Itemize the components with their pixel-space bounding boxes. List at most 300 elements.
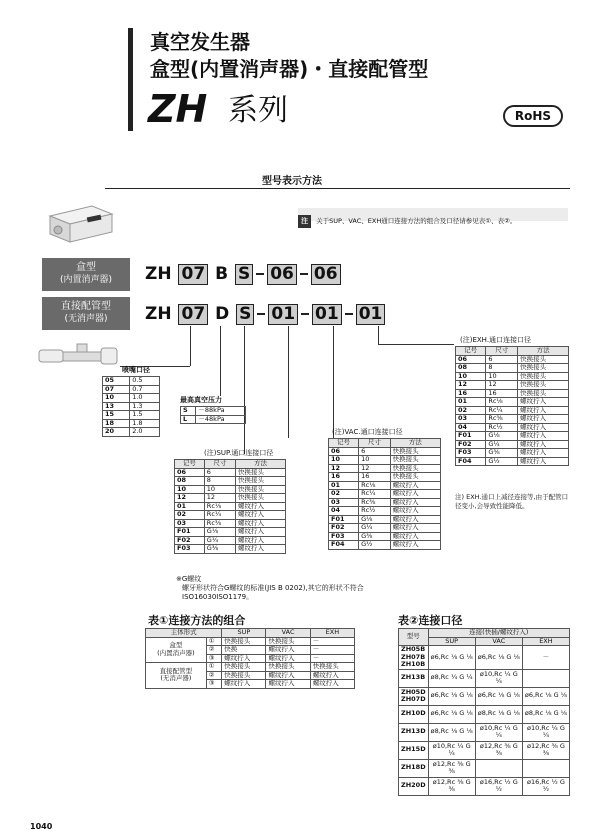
t1-cell: － xyxy=(310,646,354,655)
t2-model: ZH05D ZH07D xyxy=(399,687,429,705)
vac-header: 记号 xyxy=(329,439,359,448)
sup-row xyxy=(175,528,286,537)
exh-row xyxy=(456,381,569,390)
t2-vac: ø10,Rc ¼ G ¼ xyxy=(475,723,522,741)
vac-cell: F02 xyxy=(329,524,359,533)
title-accent-bar xyxy=(128,28,133,131)
vac-row xyxy=(329,532,441,541)
t2-vac: ø16,Rc ½ G ½ xyxy=(475,777,522,795)
pressure-cell: －48kPa xyxy=(196,415,246,424)
sup-header: 方法 xyxy=(236,460,286,469)
code-nozzle: 07 xyxy=(178,264,208,285)
t1-cell: 螺纹拧入 xyxy=(266,671,310,680)
type-direct-label: 直接配管型 xyxy=(61,301,111,312)
vac-cell: 螺纹拧入 xyxy=(390,515,440,524)
sup-header: 尺寸 xyxy=(204,460,235,469)
sup-cell: 03 xyxy=(175,519,205,528)
exh-header: 方法 xyxy=(518,347,569,356)
vac-cell: 10 xyxy=(329,456,359,465)
t2-exh: ø8,Rc ⅛ G ⅛ xyxy=(522,705,569,723)
exh-cell: 螺纹拧入 xyxy=(518,457,569,466)
t2-vac: ø10,Rc ¼ G ¼ xyxy=(475,669,522,687)
vac-header: 方法 xyxy=(390,439,440,448)
sup-cell: 10 xyxy=(204,485,235,494)
exh-cell: 06 xyxy=(456,355,486,364)
section-title: 型号表示方法 xyxy=(262,176,322,187)
type-box-box xyxy=(42,258,130,291)
table2-title: 表②连接口径 xyxy=(398,614,463,627)
sup-cell: G¼ xyxy=(204,536,235,545)
g-note-l2: 螺牙形状符合G螺纹的标准(JIS B 0202),其它的形状不符合 xyxy=(182,584,364,592)
t2-exh xyxy=(522,759,569,777)
nozzle-cell: 10 xyxy=(103,394,130,403)
vac-cell: 螺纹拧入 xyxy=(390,507,440,516)
t1-cell: － xyxy=(310,637,354,646)
t2-model: ZH13D xyxy=(399,723,429,741)
t2-exh: ø6,Rc ⅛ G ⅛ xyxy=(522,687,569,705)
type-box-label: 盒型 xyxy=(76,262,96,273)
t1-cell: ③ xyxy=(206,680,221,689)
exh-cell: 快换接头 xyxy=(518,372,569,381)
exh-note: 注) EXH.通口上减径连接等,由于配管口径变小,会导致性能降低。 xyxy=(455,493,569,510)
code-exh: 01 xyxy=(312,304,342,325)
t1-cell: ① xyxy=(206,637,221,646)
vac-row xyxy=(329,541,441,550)
t1-cell: 快换接头 xyxy=(222,663,266,672)
t2-model: ZH18D xyxy=(399,759,429,777)
t1-cell: 螺纹拧入 xyxy=(222,680,266,689)
t1-group1 xyxy=(146,637,207,663)
exh-row xyxy=(456,398,569,407)
code-dash xyxy=(345,313,353,315)
exh-cell: 螺纹拧入 xyxy=(518,449,569,458)
t1-h-body: 主体形式 xyxy=(146,629,222,638)
nozzle-row xyxy=(103,377,160,386)
nozzle-title: 喷嘴口径 xyxy=(122,366,150,374)
vac-cell: F03 xyxy=(329,532,359,541)
code-vac: 01 xyxy=(268,304,298,325)
exh-row xyxy=(456,423,569,432)
sup-row xyxy=(175,485,286,494)
t1-cell: 快换接头 xyxy=(266,663,310,672)
exh-cell: Rc⅛ xyxy=(486,398,518,407)
sup-cell: F03 xyxy=(175,545,205,554)
model-code-direct xyxy=(145,303,386,325)
exh-row xyxy=(456,364,569,373)
exh-cell: 6 xyxy=(486,355,518,364)
leader-sup xyxy=(244,326,245,454)
pressure-cell: －88kPa xyxy=(196,407,246,416)
nozzle-cell: 2.0 xyxy=(130,428,160,437)
t2-sup: ø10,Rc ¼ G ¼ xyxy=(428,741,475,759)
t2-row xyxy=(399,723,570,741)
vac-cell: 快换接头 xyxy=(390,447,440,456)
section-rule xyxy=(105,188,570,189)
t1-cell: 螺纹拧入 xyxy=(310,671,354,680)
exh-cell: F01 xyxy=(456,432,486,441)
sup-cell: 06 xyxy=(175,468,205,477)
exh-cell: 快换接头 xyxy=(518,364,569,373)
sup-cell: 螺纹拧入 xyxy=(236,528,286,537)
exh-cell: 16 xyxy=(456,389,486,398)
exh-cell: 快换接头 xyxy=(518,381,569,390)
exh-row xyxy=(456,440,569,449)
nozzle-cell: 1.3 xyxy=(130,402,160,411)
vac-cell: 02 xyxy=(329,490,359,499)
exh-header-row xyxy=(456,347,569,356)
exh-cell: F02 xyxy=(456,440,486,449)
vac-cell: F04 xyxy=(329,541,359,550)
nozzle-cell: 18 xyxy=(103,419,130,428)
exh-cell: 08 xyxy=(456,364,486,373)
nozzle-cell: 0.7 xyxy=(130,385,160,394)
sup-cell: 8 xyxy=(204,477,235,486)
nozzle-cell: 0.5 xyxy=(130,377,160,386)
t1-cell: － xyxy=(310,654,354,663)
t1-group1-sub: (内置消声器) xyxy=(157,648,195,657)
vac-cell: 12 xyxy=(359,464,391,473)
sup-cell: 02 xyxy=(175,511,205,520)
code-dash xyxy=(256,273,264,275)
t2-vac: ø8,Rc ⅛ G ⅛ xyxy=(475,705,522,723)
vac-cell: 01 xyxy=(329,481,359,490)
sup-row xyxy=(175,494,286,503)
vac-row xyxy=(329,524,441,533)
title-line2: 盒型(内置消声器)・直接配管型 xyxy=(150,57,429,81)
vac-row xyxy=(329,447,441,456)
exh-row xyxy=(456,355,569,364)
exh-header: 记号 xyxy=(456,347,486,356)
product-image-direct xyxy=(35,342,120,370)
exh-cell: 10 xyxy=(486,372,518,381)
exh-cell: G⅜ xyxy=(486,449,518,458)
t2-row xyxy=(399,705,570,723)
model-code-box xyxy=(145,263,342,285)
vac-cell: Rc⅜ xyxy=(359,498,391,507)
t1-cell: ① xyxy=(206,663,221,672)
t2-vac: ø12,Rc ⅜ G ⅜ xyxy=(475,741,522,759)
vac-row xyxy=(329,490,441,499)
nozzle-row xyxy=(103,394,160,403)
t2-sup: ø6,Rc ⅛ G ⅛ xyxy=(428,646,475,670)
t1-group1-label: 盒型 xyxy=(169,641,183,650)
series-word: 系列 xyxy=(228,93,288,128)
vac-table xyxy=(328,438,441,550)
vac-cell: 06 xyxy=(329,447,359,456)
vac-cell: G⅛ xyxy=(359,515,391,524)
sup-cell: 12 xyxy=(175,494,205,503)
vac-row xyxy=(329,473,441,482)
nozzle-table xyxy=(102,376,160,437)
code-dash xyxy=(301,313,309,315)
exh-cell: 16 xyxy=(486,389,518,398)
vac-header: 尺寸 xyxy=(359,439,391,448)
sup-cell: 快换接头 xyxy=(236,485,286,494)
exh-cell: 01 xyxy=(456,398,486,407)
exh-cell: 螺纹拧入 xyxy=(518,406,569,415)
code-sup: S xyxy=(235,264,253,285)
t2-model: ZH10D xyxy=(399,705,429,723)
exh-row xyxy=(456,415,569,424)
t2-model: ZH15D xyxy=(399,741,429,759)
code-dash xyxy=(257,313,265,315)
code-exh2: 01 xyxy=(356,304,386,325)
t1-cell: 快换 xyxy=(222,646,266,655)
exh-table xyxy=(455,346,569,466)
sup-header-row xyxy=(175,460,286,469)
sup-title: (注)SUP.通口连接口径 xyxy=(204,449,274,457)
title-line1: 真空发生器 xyxy=(150,30,250,54)
vac-cell: 16 xyxy=(359,473,391,482)
vac-cell: G¼ xyxy=(359,524,391,533)
t1-group2-sub: (无消声器) xyxy=(160,674,192,683)
sup-row xyxy=(175,511,286,520)
code-sup: S xyxy=(236,304,254,325)
sup-cell: 快换接头 xyxy=(236,477,286,486)
type-direct-sub: (无消声器) xyxy=(64,314,108,324)
exh-cell: 螺纹拧入 xyxy=(518,423,569,432)
t2-sup: ø12,Rc ⅜ G ⅜ xyxy=(428,759,475,777)
nozzle-cell: 20 xyxy=(103,428,130,437)
t2-row xyxy=(399,741,570,759)
leader-exh-h xyxy=(378,344,454,345)
sup-cell: G⅜ xyxy=(204,545,235,554)
t2-exh: ø16,Rc ½ G ½ xyxy=(522,777,569,795)
vac-cell: 快换接头 xyxy=(390,456,440,465)
vac-cell: 螺纹拧入 xyxy=(390,481,440,490)
sup-row xyxy=(175,468,286,477)
sup-row xyxy=(175,536,286,545)
rohs-badge: RoHS xyxy=(503,105,563,127)
t2-row xyxy=(399,759,570,777)
code-prefix: ZH xyxy=(145,304,172,324)
t2-row xyxy=(399,777,570,795)
leader-vac2 xyxy=(333,326,334,438)
exh-cell: 03 xyxy=(456,415,486,424)
nozzle-row xyxy=(103,411,160,420)
t2-sup: ø6,Rc ⅛ G ⅛ xyxy=(428,705,475,723)
type-box-direct xyxy=(42,297,130,330)
sup-cell: 01 xyxy=(175,502,205,511)
sup-cell: 螺纹拧入 xyxy=(236,519,286,528)
pressure-title: 最高真空压力 xyxy=(180,396,222,404)
exh-cell: 12 xyxy=(456,381,486,390)
exh-cell: 8 xyxy=(486,364,518,373)
t1-cell: ③ xyxy=(206,654,221,663)
exh-header: 尺寸 xyxy=(486,347,518,356)
sup-cell: Rc⅛ xyxy=(204,502,235,511)
code-type: B xyxy=(215,264,229,284)
sup-header: 记号 xyxy=(175,460,205,469)
exh-cell: G¼ xyxy=(486,440,518,449)
nozzle-cell: 1.8 xyxy=(130,419,160,428)
vac-cell: Rc½ xyxy=(359,507,391,516)
nozzle-cell: 07 xyxy=(103,385,130,394)
nozzle-cell: 13 xyxy=(103,402,130,411)
t2-row xyxy=(399,687,570,705)
sup-cell: F01 xyxy=(175,528,205,537)
sup-cell: 螺纹拧入 xyxy=(236,511,286,520)
vac-row xyxy=(329,456,441,465)
sup-cell: 6 xyxy=(204,468,235,477)
sup-cell: 螺纹拧入 xyxy=(236,545,286,554)
vac-cell: Rc⅛ xyxy=(359,481,391,490)
exh-cell: 10 xyxy=(456,372,486,381)
vac-row xyxy=(329,515,441,524)
vac-cell: 快换接头 xyxy=(390,464,440,473)
exh-row xyxy=(456,449,569,458)
leader-pressure xyxy=(220,326,221,396)
t1-cell: 螺纹拧入 xyxy=(310,680,354,689)
g-note-l1: ※G螺纹 xyxy=(176,575,202,583)
vac-cell: Rc¼ xyxy=(359,490,391,499)
vac-cell: F01 xyxy=(329,515,359,524)
vac-cell: 6 xyxy=(359,447,391,456)
code-vac: 06 xyxy=(267,264,297,285)
sup-cell: G⅛ xyxy=(204,528,235,537)
sup-cell: 快换接头 xyxy=(236,468,286,477)
nozzle-cell: 1.5 xyxy=(130,411,160,420)
t2-exh xyxy=(522,669,569,687)
exh-cell: Rc¼ xyxy=(486,406,518,415)
exh-cell: Rc½ xyxy=(486,423,518,432)
t2-exh: ø10,Rc ¼ G ¼ xyxy=(522,723,569,741)
exh-cell: G⅛ xyxy=(486,432,518,441)
exh-row xyxy=(456,406,569,415)
sup-row xyxy=(175,545,286,554)
t2-vac: ø6,Rc ⅛ G ⅛ xyxy=(475,646,522,670)
t2-sup: ø8,Rc ¼ G ¼ xyxy=(428,669,475,687)
vac-title: (注)VAC.通口连接口径 xyxy=(332,428,403,436)
vac-header-row xyxy=(329,439,441,448)
vac-cell: 螺纹拧入 xyxy=(390,490,440,499)
exh-row xyxy=(456,389,569,398)
vac-cell: 螺纹拧入 xyxy=(390,532,440,541)
t1-cell: ② xyxy=(206,671,221,680)
sup-cell: 螺纹拧入 xyxy=(236,536,286,545)
vac-cell: 螺纹拧入 xyxy=(390,541,440,550)
t2-exh: － xyxy=(522,646,569,670)
exh-title: (注)EXH.通口连接口径 xyxy=(460,336,532,344)
t2-sup: ø6,Rc ⅛ G ⅛ xyxy=(428,687,475,705)
vac-cell: 16 xyxy=(329,473,359,482)
vac-cell: 10 xyxy=(359,456,391,465)
vac-cell: 12 xyxy=(329,464,359,473)
type-box-sub: (内置消声器) xyxy=(59,275,113,285)
exh-cell: 螺纹拧入 xyxy=(518,440,569,449)
t2-vac xyxy=(475,759,522,777)
nozzle-row xyxy=(103,428,160,437)
t2-h-model: 型号 xyxy=(399,629,429,646)
t1-cell: 快换接头 xyxy=(310,663,354,672)
exh-cell: 04 xyxy=(456,423,486,432)
exh-cell: F04 xyxy=(456,457,486,466)
t1-cell: 螺纹拧入 xyxy=(266,646,310,655)
pressure-table xyxy=(180,406,246,424)
leader-exh xyxy=(378,326,379,344)
series-code: ZH xyxy=(148,87,208,131)
sup-row xyxy=(175,477,286,486)
exh-cell: 螺纹拧入 xyxy=(518,398,569,407)
exh-cell: 螺纹拧入 xyxy=(518,415,569,424)
t2-row xyxy=(399,669,570,687)
t1-h-exh: EXH xyxy=(310,629,354,638)
exh-row xyxy=(456,372,569,381)
nozzle-cell: 1.0 xyxy=(130,394,160,403)
sup-cell: 10 xyxy=(175,485,205,494)
pressure-cell: S xyxy=(181,407,196,416)
t1-cell: ② xyxy=(206,646,221,655)
sup-cell: Rc¼ xyxy=(204,511,235,520)
sup-row xyxy=(175,502,286,511)
pressure-row xyxy=(181,415,246,424)
t2-h-sup: SUP xyxy=(428,637,475,646)
t1-cell: 螺纹拧入 xyxy=(222,654,266,663)
t2-h-exh: EXH xyxy=(522,637,569,646)
sup-cell: 螺纹拧入 xyxy=(236,502,286,511)
vac-cell: 螺纹拧入 xyxy=(390,498,440,507)
nozzle-cell: 15 xyxy=(103,411,130,420)
code-prefix: ZH xyxy=(145,264,172,284)
vac-cell: 快换接头 xyxy=(390,473,440,482)
product-image xyxy=(42,202,117,247)
t2-h-vac: VAC xyxy=(475,637,522,646)
leader-nozzle xyxy=(190,326,191,366)
vac-row xyxy=(329,498,441,507)
g-note-l3: ISO16030ISO1179。 xyxy=(182,593,254,601)
vac-row xyxy=(329,481,441,490)
t1-group2 xyxy=(146,663,207,689)
note-row xyxy=(298,208,568,225)
t2-model: ZH05B ZH07B ZH10B xyxy=(399,646,429,670)
t1-cell: 螺纹拧入 xyxy=(266,680,310,689)
t2-model: ZH20D xyxy=(399,777,429,795)
t1-h-sup: SUP xyxy=(222,629,266,638)
table1-title: 表①连接方法的组合 xyxy=(148,614,246,627)
code-dash xyxy=(300,273,308,275)
exh-cell: 快换接头 xyxy=(518,389,569,398)
exh-cell: 12 xyxy=(486,381,518,390)
table2 xyxy=(398,628,570,796)
t1-cell: 快换接头 xyxy=(222,637,266,646)
note-text: 关于SUP、VAC、EXH通口连接方法的组合及口径请参见表①、表②。 xyxy=(316,217,517,225)
sup-cell: F02 xyxy=(175,536,205,545)
exh-cell: F03 xyxy=(456,449,486,458)
leader-vac xyxy=(288,326,289,438)
t1-cell: 快换接头 xyxy=(266,637,310,646)
nozzle-cell: 05 xyxy=(103,377,130,386)
t1-h-vac: VAC xyxy=(266,629,310,638)
vac-row xyxy=(329,464,441,473)
vac-row xyxy=(329,507,441,516)
code-exh: 06 xyxy=(311,264,341,285)
exh-cell: G½ xyxy=(486,457,518,466)
t2-model: ZH13B xyxy=(399,669,429,687)
code-type: D xyxy=(215,304,230,324)
vac-cell: G½ xyxy=(359,541,391,550)
t2-sup: ø8,Rc ⅛ G ⅛ xyxy=(428,723,475,741)
t1-cell: 螺纹拧入 xyxy=(266,654,310,663)
exh-cell: 02 xyxy=(456,406,486,415)
vac-cell: 螺纹拧入 xyxy=(390,524,440,533)
sup-cell: 快换接头 xyxy=(236,494,286,503)
sup-table xyxy=(174,459,286,554)
t2-sup: ø12,Rc ⅜ G ⅜ xyxy=(428,777,475,795)
t1-group2-label: 直接配管型 xyxy=(159,666,193,675)
t1-cell: 快换接头 xyxy=(222,671,266,680)
exh-row xyxy=(456,432,569,441)
sup-cell: 12 xyxy=(204,494,235,503)
